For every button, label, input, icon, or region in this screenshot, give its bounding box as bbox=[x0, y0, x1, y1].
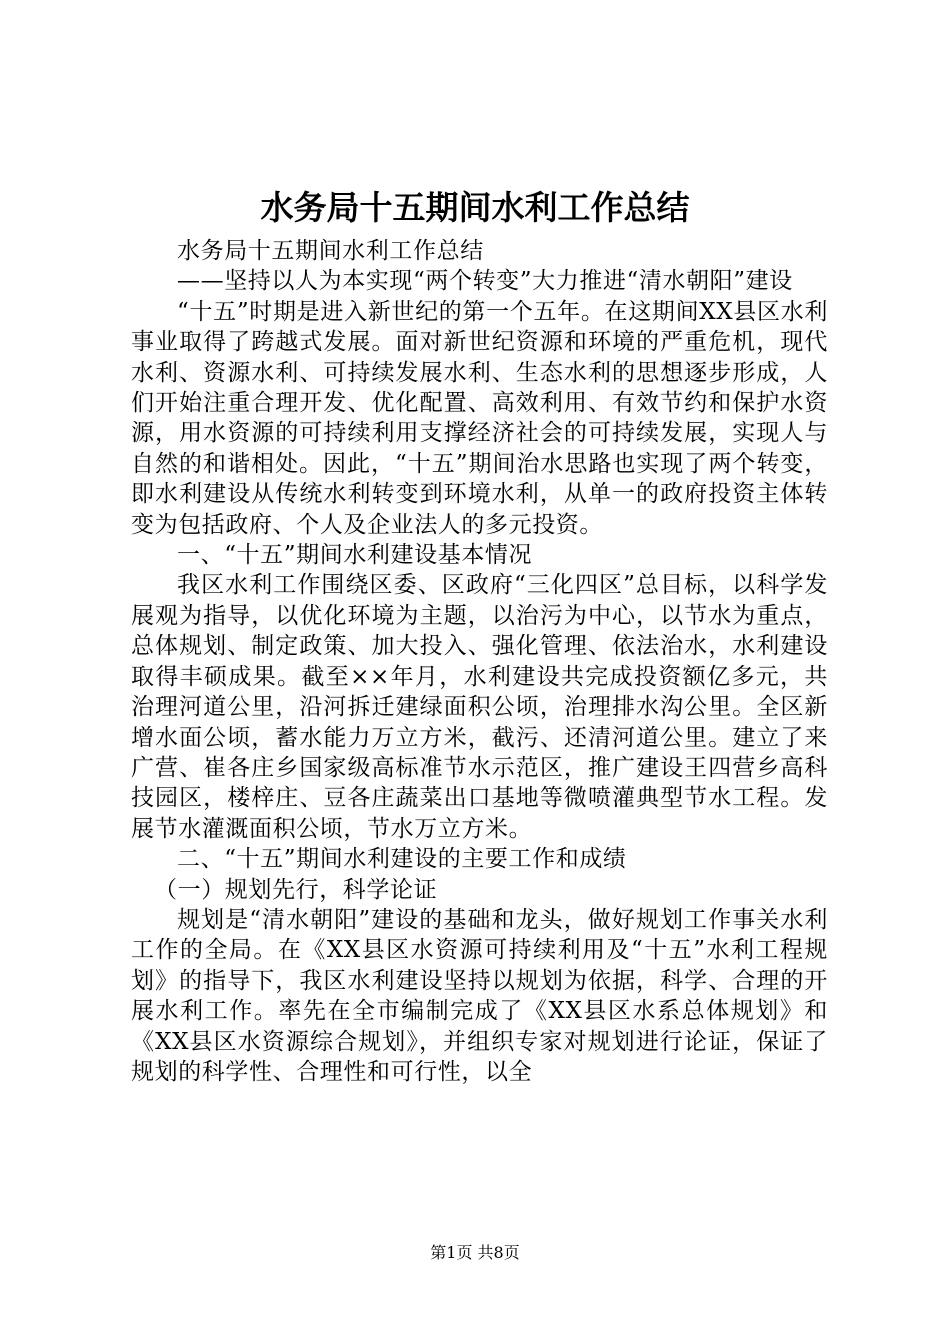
paragraph-intro: “十五”时期是进入新世纪的第一个五年。在这期间XX县区水利事业取得了跨越式发展。面对新世纪资源和环境的严重危机，现代水利、资源水利、可持续发展水利、生态水利的思想逐步形成，人们开始注重合理开发、优化配置、高效利用、有效节约和保护水资源，用水资源的可持续利用支撑经济社会的可持续发展，实现人与自然的和谐相处。因此，“十五”期间治水思路也实现了两个转变，即水利建设从传统水利转变到环境水利，从单一的政府投资主体转变为包括政府、个人及企业法人的多元投资。 bbox=[131, 298, 828, 538]
paragraph-planning: 规划是“清水朝阳”建设的基础和龙头，做好规划工作事关水利工作的全局。在《XX县区水资源可持续利用及“十五”水利工程规划》的指导下，我区水利建设坚持以规划为依据，科学、合理的开展水利工作。率先在全市编制完成了《XX县区水系总体规划》和《XX县区水资源综合规划》，并组织专家对规划进行论证，保证了规划的科学性、合理性和可行性，以全 bbox=[131, 906, 828, 1085]
section-heading-1: 一、“十五”期间水利建设基本情况 bbox=[177, 542, 533, 569]
paragraph-basic-situation: 我区水利工作围绕区委、区政府“三化四区”总目标，以科学发展观为指导，以优化环境为主题，以治污为中心，以节水为重点，总体规划、制定政策、加大投入、强化管理、依法治水，水利建设取得丰硕成果。截至××年月，水利建设共完成投资额亿多元，共治理河道公里，沿河拆迁建绿面积公顷，治理排水沟公里。全区新增水面公顷，蓄水能力万立方米，截污、还清河道公里。建立了来广营、崔各庄乡国家级高标准节水示范区，推广建设王四营乡高科技园区，楼梓庄、豆各庄蔬菜出口基地等微喷灌典型节水工程。发展节水灌溉面积公顷，节水万立方米。 bbox=[131, 572, 828, 842]
page-footer: 第1页 共8页 bbox=[430, 1243, 520, 1262]
section-heading-2: 二、“十五”期间水利建设的主要工作和成绩 bbox=[177, 846, 627, 873]
paragraph-heading-repeat: 水务局十五期间水利工作总结 bbox=[177, 238, 484, 264]
paragraph-subtitle: ——坚持以人为本实现“两个转变”大力推进“清水朝阳”建设 bbox=[177, 268, 793, 295]
subsection-heading-1: （一）规划先行，科学论证 bbox=[154, 876, 438, 903]
document-title: 水务局十五期间水利工作总结 bbox=[260, 188, 690, 227]
document-body bbox=[131, 236, 828, 1087]
